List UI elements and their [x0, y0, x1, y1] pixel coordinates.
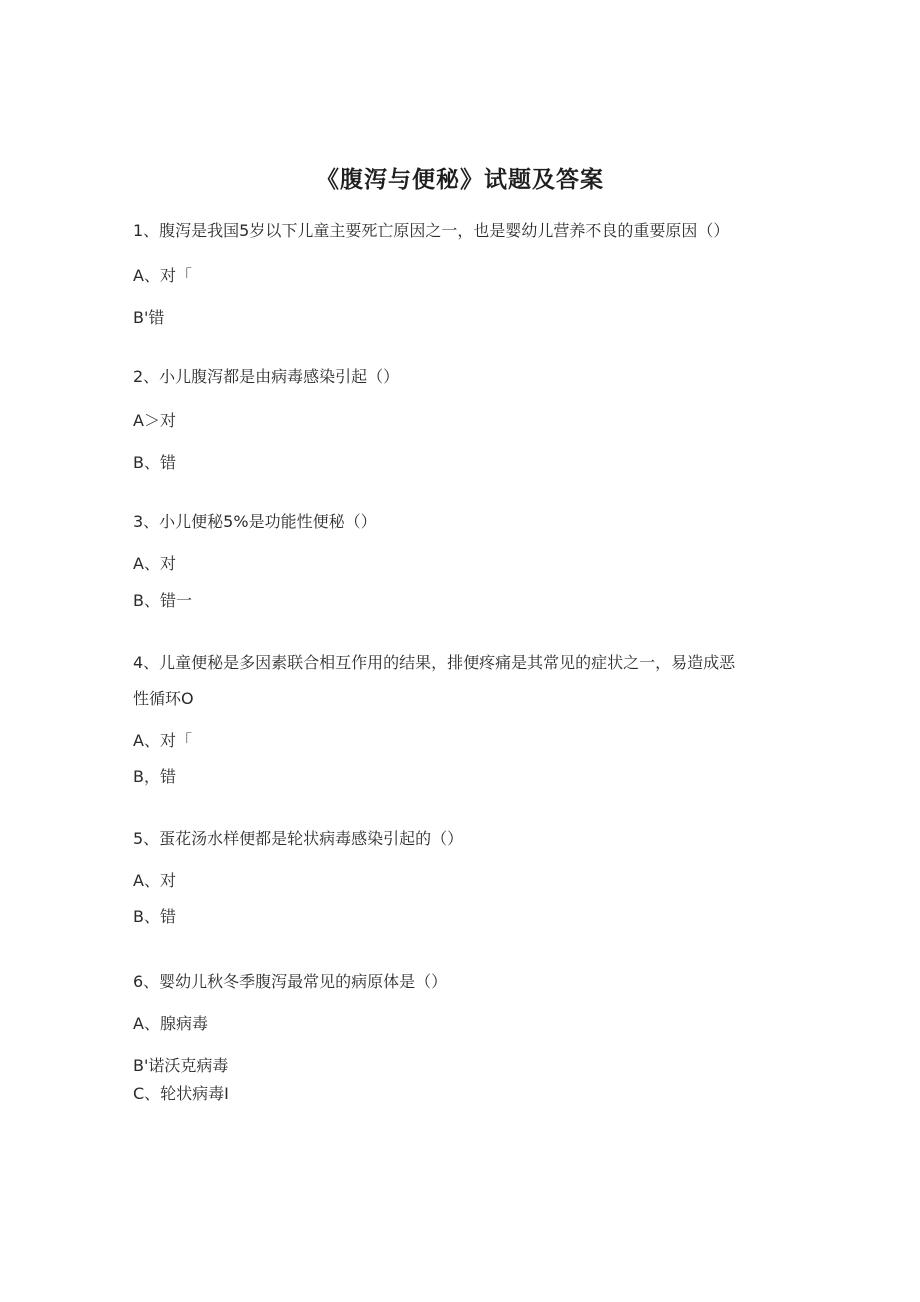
question-3-option-a: A、对: [133, 554, 176, 573]
question-4-text: 4、儿童便秘是多因素联合相互作用的结果，排便疼痛是其常见的症状之一，易造成恶: [133, 653, 736, 672]
question-4-text-continued: 性循环O: [133, 689, 194, 708]
question-1-option-a: A、对「: [133, 266, 192, 285]
question-6-text: 6、婴幼儿秋冬季腹泻最常见的病原体是（）: [133, 972, 448, 991]
question-2-option-a: A＞对: [133, 411, 176, 430]
question-5-option-b: B、错: [133, 907, 176, 926]
document-title: 《腹泻与便秘》试题及答案: [316, 166, 604, 193]
question-1-option-b: B'错: [133, 308, 165, 327]
question-1-text: 1、腹泻是我国5岁以下儿童主要死亡原因之一，也是婴幼儿营养不良的重要原因（）: [133, 221, 730, 240]
question-4-option-a: A、对「: [133, 731, 192, 750]
question-4-option-b: B，错: [133, 767, 176, 786]
question-5-text: 5、蛋花汤水样便都是轮状病毒感染引起的（）: [133, 829, 464, 848]
question-2-option-b: B、错: [133, 453, 176, 472]
question-5-option-a: A、对: [133, 871, 176, 890]
question-6-option-b: B'诺沃克病毒: [133, 1056, 229, 1075]
question-3-text: 3、小儿便秘5%是功能性便秘（）: [133, 512, 377, 531]
question-6-option-a: A、腺病毒: [133, 1014, 208, 1033]
question-3-option-b: B、错一: [133, 591, 192, 610]
question-2-text: 2、小儿腹泻都是由病毒感染引起（）: [133, 367, 400, 386]
question-6-option-c: C、轮状病毒I: [133, 1084, 229, 1103]
